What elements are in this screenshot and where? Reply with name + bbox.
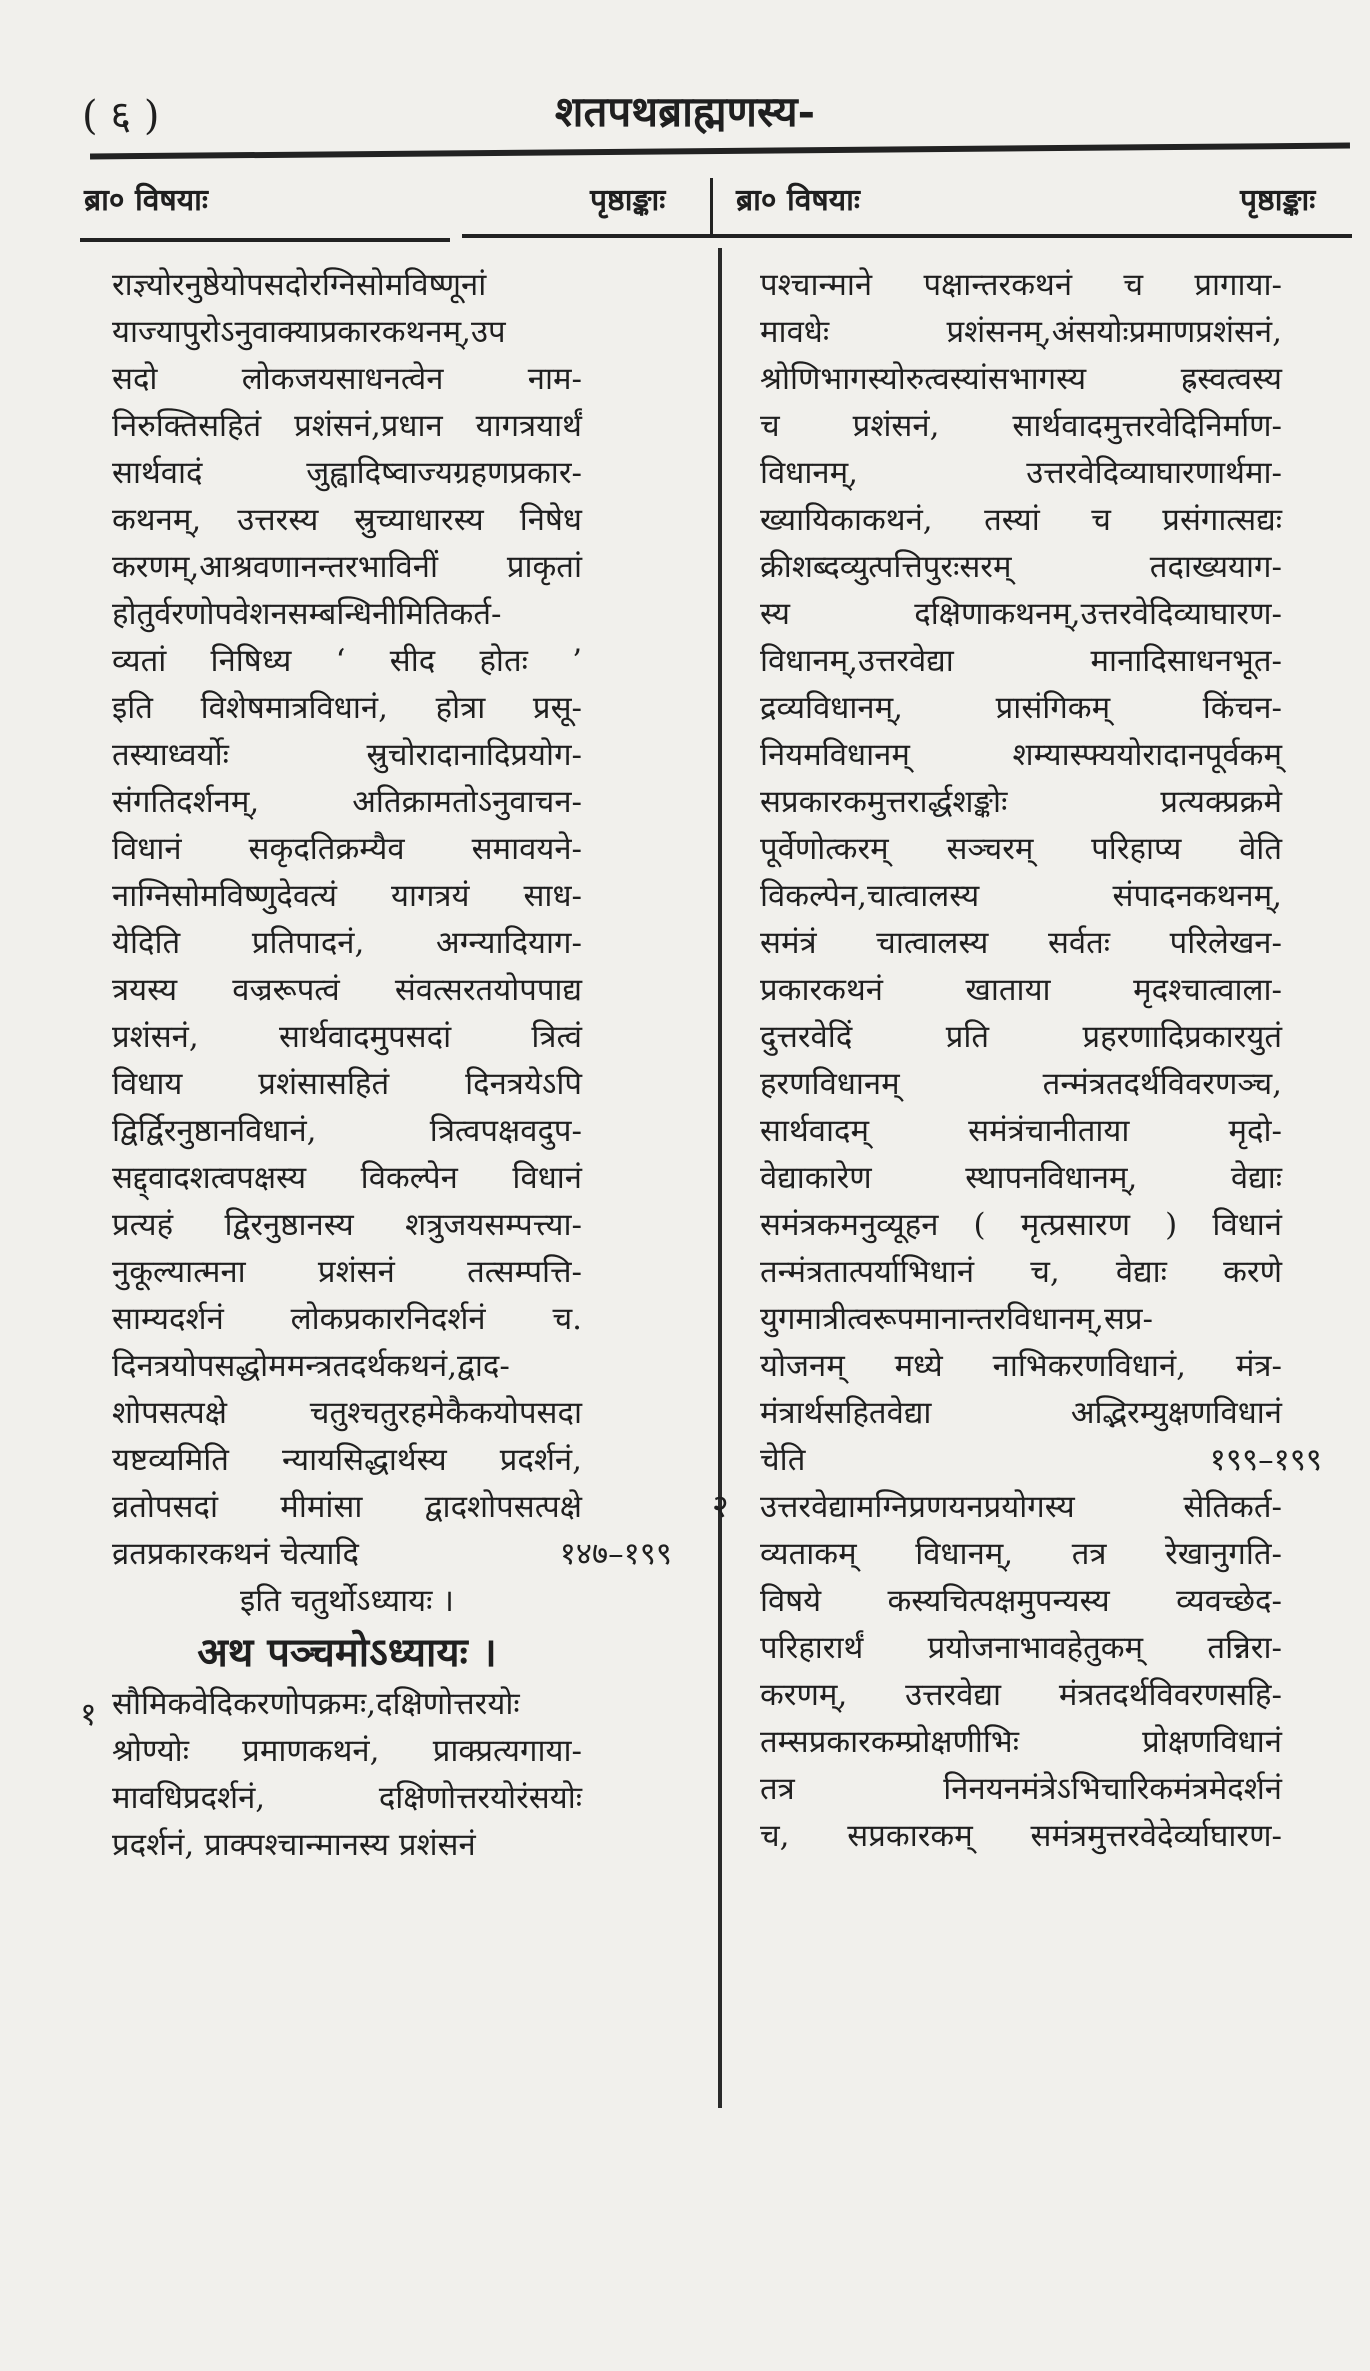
text-line: श्रोण्योः प्रमाणकथनं, प्राक्प्रत्यगाया- (112, 1733, 582, 1769)
heading-rule-left (80, 238, 450, 242)
chapter-title: अथ पञ्चमोऽध्यायः । (197, 1629, 497, 1676)
chapter-end: इति चतुर्थोऽध्यायः । (240, 1583, 454, 1619)
text-line: पश्चान्माने पक्षान्तरकथनं च प्रागाया- (760, 267, 1282, 303)
text-line: तस्याध्वर्योः स्रुचोरादानादिप्रयोग- (112, 737, 582, 773)
text-line: दुत्तरवेदिं प्रति प्रहरणादिप्रकारयुतं (760, 1019, 1282, 1055)
text-line: हरणविधानम् तन्मंत्रतदर्थविवरणञ्च, (760, 1066, 1282, 1102)
left-column (80, 262, 672, 1869)
page-range: १९९–१९९ (1209, 1442, 1322, 1478)
section-number: २ (712, 1487, 729, 1525)
text-line: नियमविधानम् शम्यास्फ्ययोरादानपूर्वकम् (760, 737, 1282, 773)
text-line: द्रव्यविधानम्, प्रासंगिकम् किंचन- (760, 690, 1282, 726)
text-line: याज्यापुरोऽनुवाक्याप्रकारकथनम्,उप (112, 314, 506, 350)
text-line: प्रदर्शनं, प्राक्पश्चान्मानस्य प्रशंसनं (112, 1827, 476, 1863)
page-range: १४७–१९९ (559, 1536, 672, 1572)
running-head: शतपथब्राह्मणस्य- (554, 87, 816, 136)
text-line: व्रतोपसदां मीमांसा द्वादशोपसत्पक्षे (112, 1489, 582, 1525)
text-line: च प्रशंसनं, सार्थवादमुत्तरवेदिनिर्माण- (760, 408, 1282, 444)
text-line: येदिति प्रतिपादनं, अग्न्यादियाग- (112, 925, 582, 961)
text-line: समंत्रं चात्वालस्य सर्वतः परिलेखन- (760, 925, 1282, 961)
text-line: साम्यदर्शनं लोकप्रकारनिदर्शनं च. (112, 1301, 582, 1337)
text-line: सार्थवादं जुह्वादिष्वाज्यग्रहणप्रकार- (112, 455, 582, 491)
text-line: विधानं सकृदतिक्रम्यैव समावयने- (112, 831, 582, 867)
text-line: सप्रकारकमुत्तरार्द्धशङ्कोः प्रत्यक्प्रक्रमे (760, 784, 1282, 820)
text-line: नुकूल्यात्मना प्रशंसनं तत्सम्पत्ति- (112, 1254, 582, 1290)
text-line: तत्र निनयनमंत्रेऽभिचारिकमंत्रमेदर्शनं (760, 1771, 1282, 1807)
text-line: तन्मंत्रतात्पर्याभिधानं च, वेद्याः करणे (760, 1254, 1282, 1290)
text-line: ख्यायिकाकथनं, तस्यां च प्रसंगात्सद्यः (760, 502, 1282, 538)
page-number: ( ६ ) (82, 93, 160, 139)
text-line: क्रीशब्दव्युत्पत्तिपुरःसरम् तदाख्ययाग- (760, 549, 1282, 585)
text-line: त्रयस्य वज्ररूपत्वं संवत्सरतयोपपाद्य (112, 972, 582, 1008)
column-divider (718, 248, 722, 2108)
text-line: इति विशेषमात्रविधानं, होत्रा प्रसू- (112, 690, 582, 726)
left-heading-pages: पृष्ठाङ्काः (590, 183, 666, 218)
text-line: पूर्वेणोत्करम् सञ्चरम् परिहाप्य वेति (760, 831, 1282, 867)
text-line: योजनम् मध्ये नाभिकरणविधानं, मंत्र- (760, 1348, 1282, 1384)
text-line: कथनम्, उत्तरस्य स्रुच्याधारस्य निषेध (112, 502, 582, 538)
text-line: यष्टव्यमिति न्यायसिद्धार्थस्य प्रदर्शनं, (112, 1442, 582, 1478)
text-line: समंत्रकमनुव्यूहन ( मृत्प्रसारण ) विधानं (760, 1207, 1282, 1243)
right-heading-pages: पृष्ठाङ्काः (1240, 183, 1316, 218)
text-line: सार्थवादम् समंत्रंचानीताया मृदो- (760, 1113, 1282, 1149)
text-line: सौमिकवेदिकरणोपक्रमः,दक्षिणोत्तरयोः (112, 1686, 520, 1722)
text-line: विकल्पेन,चात्वालस्य संपादनकथनम्, (760, 878, 1282, 914)
text-line: विषये कस्यचित्पक्षमुपन्यस्य व्यवच्छेद- (760, 1583, 1282, 1619)
text-line: च, सप्रकारकम् समंत्रमुत्तरवेदेर्व्याघारण- (760, 1818, 1282, 1854)
column-headings (0, 178, 1370, 238)
text-line: श्रोणिभागस्योरुत्वस्यांसभागस्य ह्रस्वत्वस्य (760, 361, 1282, 397)
text-line: नाग्निसोमविष्णुदेवत्यं यागत्रयं साध- (112, 878, 582, 914)
text-line: दिनत्रयोपसद्धोममन्त्रतदर्थकथनं,द्वाद- (112, 1348, 510, 1384)
text-line: होतुर्वरणोपवेशनसम्बन्धिनीमितिकर्त- (112, 596, 502, 632)
text-line: स्य दक्षिणाकथनम्,उत्तरवेदिव्याघारण- (760, 596, 1282, 632)
text-line: राज्ञ्योरनुष्ठेयोपसदोरग्निसोमविष्णूनां (112, 267, 487, 303)
text-line: प्रकारकथनं खाताया मृदश्चात्वाला- (760, 972, 1282, 1008)
text-line: चेति १९९–१९९ (760, 1437, 1282, 1484)
text-line: विधानम्, उत्तरवेदिव्याघारणार्थमा- (760, 455, 1282, 491)
text-line: व्यतां निषिध्य ‘ सीद होतः ’ (112, 643, 582, 679)
section-number: १ (80, 1695, 97, 1733)
heading-divider (710, 178, 713, 234)
text-line: संगतिदर्शनम्, अतिक्रामतोऽनुवाचन- (112, 784, 582, 820)
right-heading-subjects: ब्रा० विषयाः (736, 183, 860, 218)
heading-rule-right (462, 234, 1352, 238)
text-line: प्रशंसनं, सार्थवादमुपसदां त्रित्वं (112, 1019, 582, 1055)
text-line: करणम्,आश्रवणानन्तरभाविनीं प्राकृतां (112, 549, 582, 585)
text-line: शोपसत्पक्षे चतुश्चतुरहमेकैकयोपसदा (112, 1395, 582, 1431)
text-line: करणम्, उत्तरवेद्या मंत्रतदर्थविवरणसहि- (760, 1677, 1282, 1713)
left-heading-subjects: ब्रा० विषयाः (84, 183, 208, 218)
text-line: मावधिप्रदर्शनं, दक्षिणोत्तरयोरंसयोः (112, 1780, 582, 1816)
text-line: द्विर्द्विरनुष्ठानविधानं, त्रित्वपक्षवदुप- (112, 1113, 583, 1149)
text-line: वेद्याकारेण स्थापनविधानम्, वेद्याः (760, 1160, 1282, 1196)
text-line: विधानम्,उत्तरवेद्या मानादिसाधनभूत- (760, 643, 1282, 679)
text-line: सदो लोकजयसाधनत्वेन नाम- (112, 361, 582, 397)
text-line: मंत्रार्थसहितवेद्या अद्भिरम्युक्षणविधानं (760, 1395, 1282, 1431)
text-line: उत्तरवेद्यामग्निप्रणयनप्रयोगस्य सेतिकर्त- (760, 1489, 1282, 1525)
text-line: परिहारार्थं प्रयोजनाभावहेतुकम् तन्निरा- (760, 1630, 1282, 1666)
text-line: सद्द्वादशत्वपक्षस्य विकल्पेन विधानं (112, 1160, 582, 1196)
right-column (712, 262, 1322, 1860)
text-line: निरुक्तिसहितं प्रशंसनं,प्रधान यागत्रयार्थं (112, 408, 582, 444)
text-line: मावधेः प्रशंसनम्,अंसयोःप्रमाणप्रशंसनं, (760, 314, 1282, 350)
top-rule (90, 143, 1350, 160)
text-line: व्रतप्रकारकथनं चेत्यादि १४७–१९९ (112, 1531, 582, 1578)
text-line: विधाय प्रशंसासहितं दिनत्रयेऽपि (112, 1066, 582, 1102)
text-line: युगमात्रीत्वरूपमानान्तरविधानम्,सप्र- (760, 1301, 1154, 1337)
text-line: तम्सप्रकारकम्प्रोक्षणीभिः प्रोक्षणविधानं (760, 1724, 1282, 1760)
text-line: प्रत्यहं द्विरनुष्ठानस्य शत्रुजयसम्पत्त्या- (112, 1207, 582, 1243)
text-line: व्यताकम् विधानम्, तत्र रेखानुगति- (760, 1536, 1282, 1572)
